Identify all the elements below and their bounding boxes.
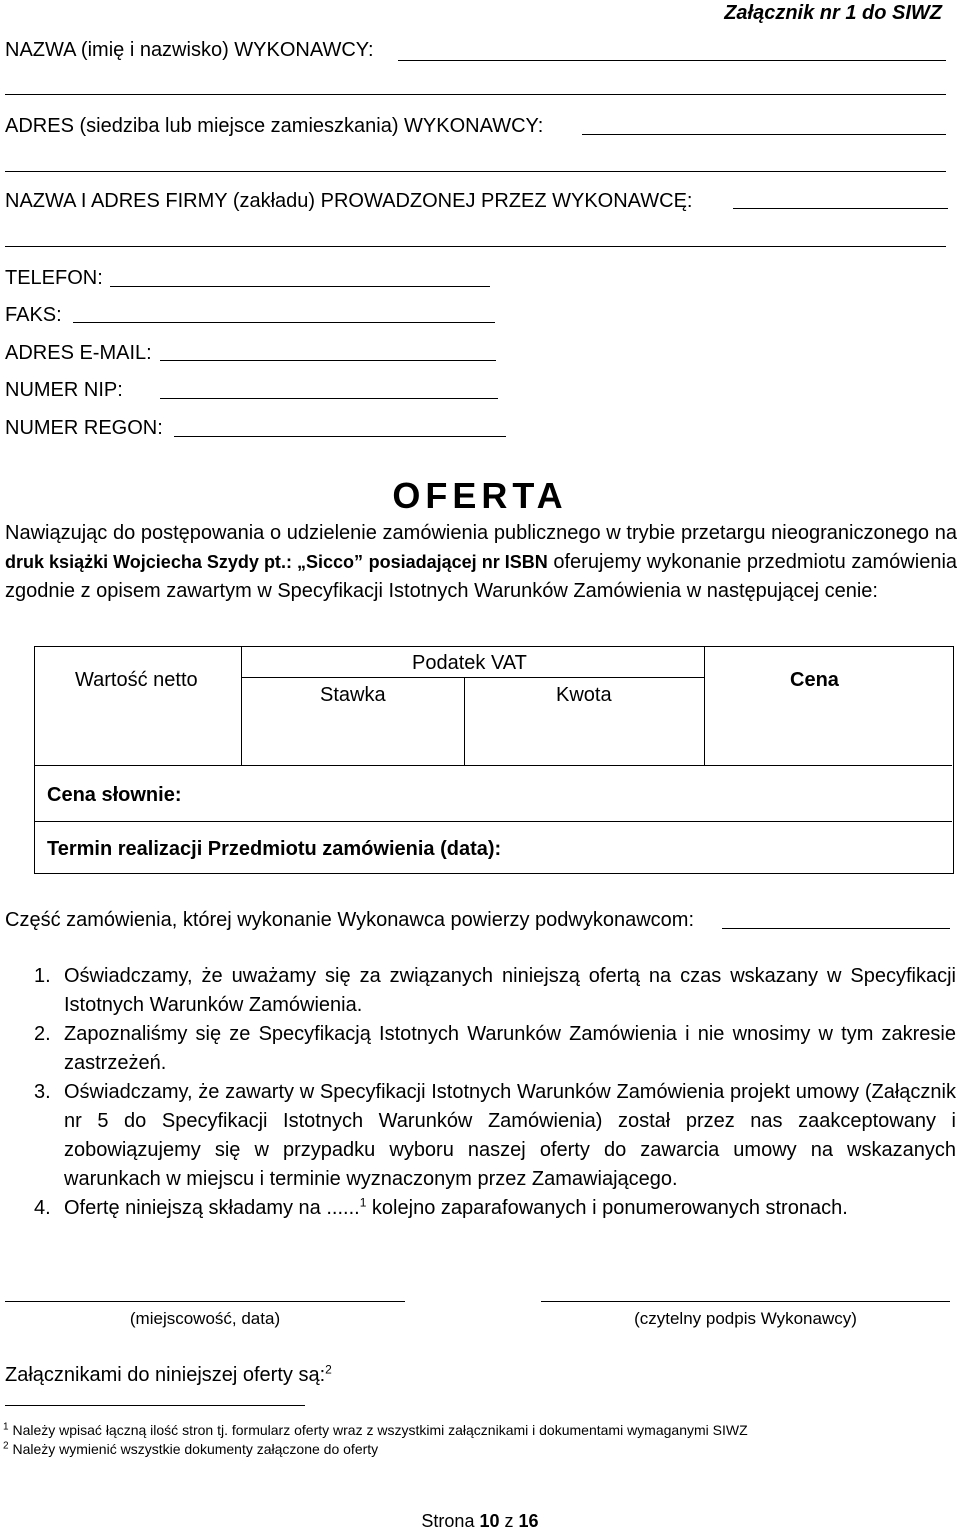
statement-item: [34, 1078, 956, 1194]
price-in-words-label: Cena słownie:: [47, 784, 182, 806]
of-word: z: [504, 1511, 514, 1531]
footnote-text: Należy wpisać łączną ilość stron tj. formularz oferty wraz z wszystkimi załącznikami i dokumentami wymaganymi SIWZ: [12, 1422, 748, 1438]
col-amount: Kwota: [556, 684, 612, 706]
place-date-caption: (miejscowość, data): [129, 1309, 281, 1328]
table-divider: [241, 677, 704, 678]
statement-text: Oświadczamy, że zawarty w Specyfikacji Istotnych Warunków Zamówienia projekt umowy (Załącznik nr 5 do Specyfikacji Istotnych Warunków Zamówienia) został przez nas zaakceptowany i zobowiązujemy się w przypadku wyboru naszej oferty do zawarcia umowy na wskazanych warunkach w miejscu i terminie wyznaczonym przez Zamawiającego.: [64, 1081, 956, 1190]
fax-label: FAKS:: [5, 304, 62, 326]
statement-text-before: Ofertę niniejszą składamy na ......: [64, 1197, 360, 1219]
order-subject: druk książki Wojciecha Szydy pt: [5, 552, 281, 572]
nip-field[interactable]: [160, 398, 498, 399]
company-field-line2[interactable]: [5, 246, 946, 247]
fax-field[interactable]: [73, 322, 495, 323]
statement-item: [34, 962, 956, 1020]
footnote-text: Należy wymienić wszystkie dokumenty załączone do oferty: [12, 1441, 379, 1457]
statement-text: Zapoznaliśmy się ze Specyfikacją Istotnych Warunków Zamówienia i nie wnosimy w tym zakresie zastrzeżeń.: [64, 1023, 956, 1074]
statement-text: [64, 1194, 956, 1223]
contractor-address-field-line2[interactable]: [5, 171, 946, 172]
contractor-address-label: ADRES (siedziba lub miejsce zamieszkania) WYKONAWCY:: [5, 115, 544, 137]
statement-text-after: kolejno zaparafowanych i ponumerowanych stronach.: [366, 1197, 848, 1219]
col-net-value: Wartość netto: [75, 669, 198, 691]
signature-caption: (czytelny podpis Wykonawcy): [634, 1309, 857, 1328]
company-field[interactable]: [733, 208, 948, 209]
intro-text-2: .:: [280, 552, 297, 572]
subcontract-label: Część zamówienia, której wykonanie Wykonawca powierzy podwykonawcom:: [5, 909, 694, 931]
table-divider: [241, 647, 242, 765]
statement-text: Oświadczamy, że uważamy się za związanych niniejszą ofertą na czas wskazany w Specyfikacji Istotnych Warunków Zamówienia.: [64, 965, 956, 1016]
page-number: 10: [479, 1511, 500, 1531]
contractor-address-field[interactable]: [582, 134, 946, 135]
email-field[interactable]: [160, 360, 496, 361]
statement-number: 4.: [34, 1197, 51, 1219]
statement-number: 1.: [34, 965, 51, 987]
regon-field[interactable]: [174, 436, 506, 437]
statement-item: [34, 1020, 956, 1078]
contractor-name-field-line2[interactable]: [5, 94, 946, 95]
intro-paragraph: [5, 519, 957, 606]
table-divider: [704, 647, 705, 765]
attachments-text: Załącznikami do niniejszej oferty są:: [5, 1364, 326, 1386]
col-price: Cena: [790, 669, 839, 691]
subcontract-field[interactable]: [722, 928, 950, 929]
footnote-1: [3, 1421, 748, 1439]
attachment-label: Załącznik nr 1 do SIWZ: [724, 2, 942, 24]
statement-number: 3.: [34, 1081, 51, 1103]
intro-text-4: oferujemy wykonanie przedmiotu zamówienia zgodnie z opisem zawartym w Specyfikacji Istotnych Warunków Zamówienia w następującej cenie:: [5, 551, 958, 602]
phone-label: TELEFON:: [5, 267, 103, 289]
contractor-name-label: NAZWA (imię i nazwisko) WYKONAWCY:: [5, 39, 374, 61]
offer-title: OFERTA: [392, 475, 568, 516]
phone-field[interactable]: [110, 286, 490, 287]
footnote-ref: 2: [325, 1362, 332, 1377]
statement-item: [34, 1194, 956, 1223]
contractor-name-field[interactable]: [398, 60, 946, 61]
intro-text-1: Nawiązując do postępowania o udzielenie zamówienia publicznego w trybie przetargu nieograniczonego na: [5, 522, 957, 544]
price-table: [34, 646, 954, 874]
table-divider: [35, 765, 952, 766]
attachments-label: [5, 1363, 332, 1387]
regon-label: NUMER REGON:: [5, 417, 163, 439]
table-divider: [35, 821, 952, 822]
footnote-2: [3, 1440, 378, 1458]
statement-number: 2.: [34, 1023, 51, 1045]
footnote-marker: 2: [3, 1440, 9, 1452]
signature-field[interactable]: [541, 1301, 950, 1302]
place-date-field[interactable]: [5, 1301, 405, 1302]
footnote-ref: 1: [359, 1195, 367, 1210]
book-title: „Sicco”: [296, 552, 364, 572]
footnote-separator: [5, 1405, 305, 1406]
deadline-label: Termin realizacji Przedmiotu zamówienia (data):: [47, 838, 502, 860]
total-pages: 16: [518, 1511, 539, 1531]
page-word: Strona: [421, 1511, 475, 1531]
isbn-label: posiadającej nr ISBN: [368, 552, 548, 572]
company-label: NAZWA I ADRES FIRMY (zakładu) PROWADZONEJ PRZEZ WYKONAWCĘ:: [5, 190, 693, 212]
nip-label: NUMER NIP:: [5, 379, 123, 401]
col-vat: Podatek VAT: [412, 652, 527, 674]
footnote-marker: 1: [3, 1421, 9, 1433]
table-divider: [464, 677, 465, 765]
col-rate: Stawka: [320, 684, 386, 706]
email-label: ADRES E-MAIL:: [5, 342, 152, 364]
